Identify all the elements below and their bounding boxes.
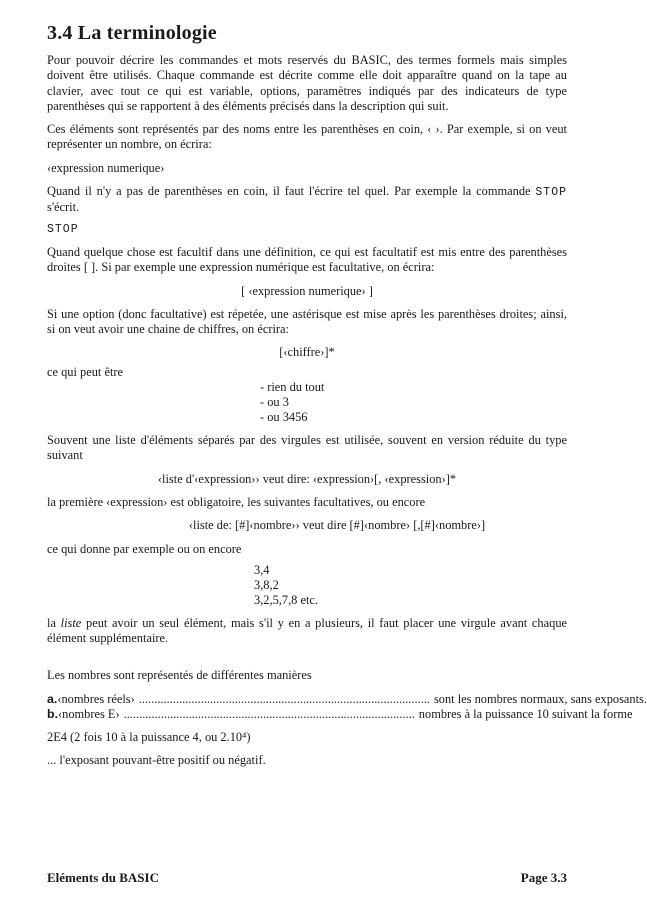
command-stop: STOP <box>47 222 79 236</box>
definition-row <box>47 691 647 707</box>
command-stop-inline: STOP <box>535 186 567 200</box>
example-list-number: ‹liste de: [#]‹nombre›› veut dire [#]‹nombre› [,[#]‹nombre›] <box>188 518 486 533</box>
list-item: - ou 3 <box>260 395 289 410</box>
list-examples <box>254 563 567 608</box>
paragraph-list-element <box>47 616 567 647</box>
paragraph-can-be: ce qui peut être <box>47 364 124 379</box>
list-item: 3,4 <box>254 562 270 577</box>
dot-leader: .............................................................................................. <box>123 706 415 721</box>
definition-description: sont les nombres normaux, sans exposants. <box>433 691 647 706</box>
paragraph-intro: Pour pouvoir décrire les commandes et mots reservés du BASIC, des termes formels mais simples doivent être utilisés. Chaque commande est décrite comme elle doit apparaître quand on la tape au clavier, avec tout ce qui est variable, options, paramètres indiqués par des indicateurs de type parenthèses qui se rapportent à des éléments précisés dans la description qui suit. <box>47 53 567 113</box>
paragraph-optional: Quand quelque chose est facultif dans une définition, ce qui est facultatif est mis entre des parenthèses droites [ ]. Si par exemple une expression numérique est facultative, on écrira: <box>47 244 567 275</box>
definition-label: a. <box>47 691 58 706</box>
paragraph-exponent-sign: ... l'exposant pouvant-être positif ou négatif. <box>47 753 266 768</box>
paragraph-exponent-example: 2E4 (2 fois 10 à la puissance 4, ou 2.10⁴) <box>47 729 251 744</box>
paragraph-text: s'écrit. <box>47 200 80 215</box>
paragraph-text: Quand il n'y a pas de parenthèses en coin, il faut l'écrire tel quel. Par exemple la commande <box>47 184 536 199</box>
paragraph-numbers: Les nombres sont représentés de différentes manières <box>47 668 312 683</box>
footer-page-number: Page 3.3 <box>520 870 567 885</box>
list-possibilities <box>260 380 567 425</box>
paragraph-list-intro: Souvent une liste d'éléments séparés par des virgules est utilisée, souvent en version réduite du type suivant <box>47 433 567 463</box>
paragraph-angle-brackets: Ces éléments sont représentés par des noms entre les parenthèses en coin, ‹ ›. Par exemple, si on veut représenter un nombre, on écrira: <box>47 122 567 152</box>
page-content <box>47 22 647 768</box>
example-optional: [ ‹expression numerique› ] <box>241 283 373 298</box>
definition-label: b. <box>47 706 59 721</box>
paragraph-repeat: Si une option (donc facultative) est répetée, une astérisque est mise après les parenthèses droites; ainsi, si on veut avoir une chaine de chiffres, on écrira: <box>47 306 567 337</box>
list-item: 3,8,2 <box>254 577 279 592</box>
definition-row <box>47 706 633 722</box>
paragraph-text: peut avoir un seul élément, mais s'il y en a plusieurs, il faut placer une virgule avant chaque élément supplémentaire. <box>47 615 568 646</box>
example-expression: ‹expression numerique› <box>47 160 165 175</box>
paragraph-example: ce qui donne par exemple ou on encore <box>47 541 242 556</box>
definition-term: ‹nombres réels› <box>57 691 135 706</box>
page-footer <box>47 870 567 886</box>
emphasis-liste: liste <box>60 615 82 630</box>
list-item: 3,2,5,7,8 etc. <box>254 592 319 607</box>
paragraph-no-brackets <box>47 184 567 216</box>
section-heading: 3.4 La terminologie <box>47 22 217 44</box>
paragraph-text: la <box>47 615 61 630</box>
footer-section-title: Eléments du BASIC <box>47 870 159 885</box>
dot-leader: .............................................................................................. <box>138 691 430 706</box>
definition-term: ‹nombres E› <box>58 706 120 721</box>
list-item: - rien du tout <box>260 380 325 395</box>
example-list-expression: ‹liste d'‹expression›› veut dire: ‹expression›[, ‹expression›]* <box>157 471 457 486</box>
example-digits: [‹chiffre›]* <box>279 345 335 360</box>
list-item: - ou 3456 <box>260 410 308 425</box>
paragraph-first-mandatory: la première ‹expression› est obligatoire, les suivantes facultatives, ou encore <box>47 494 426 509</box>
definition-description: nombres à la puissance 10 suivant la forme <box>418 706 633 721</box>
